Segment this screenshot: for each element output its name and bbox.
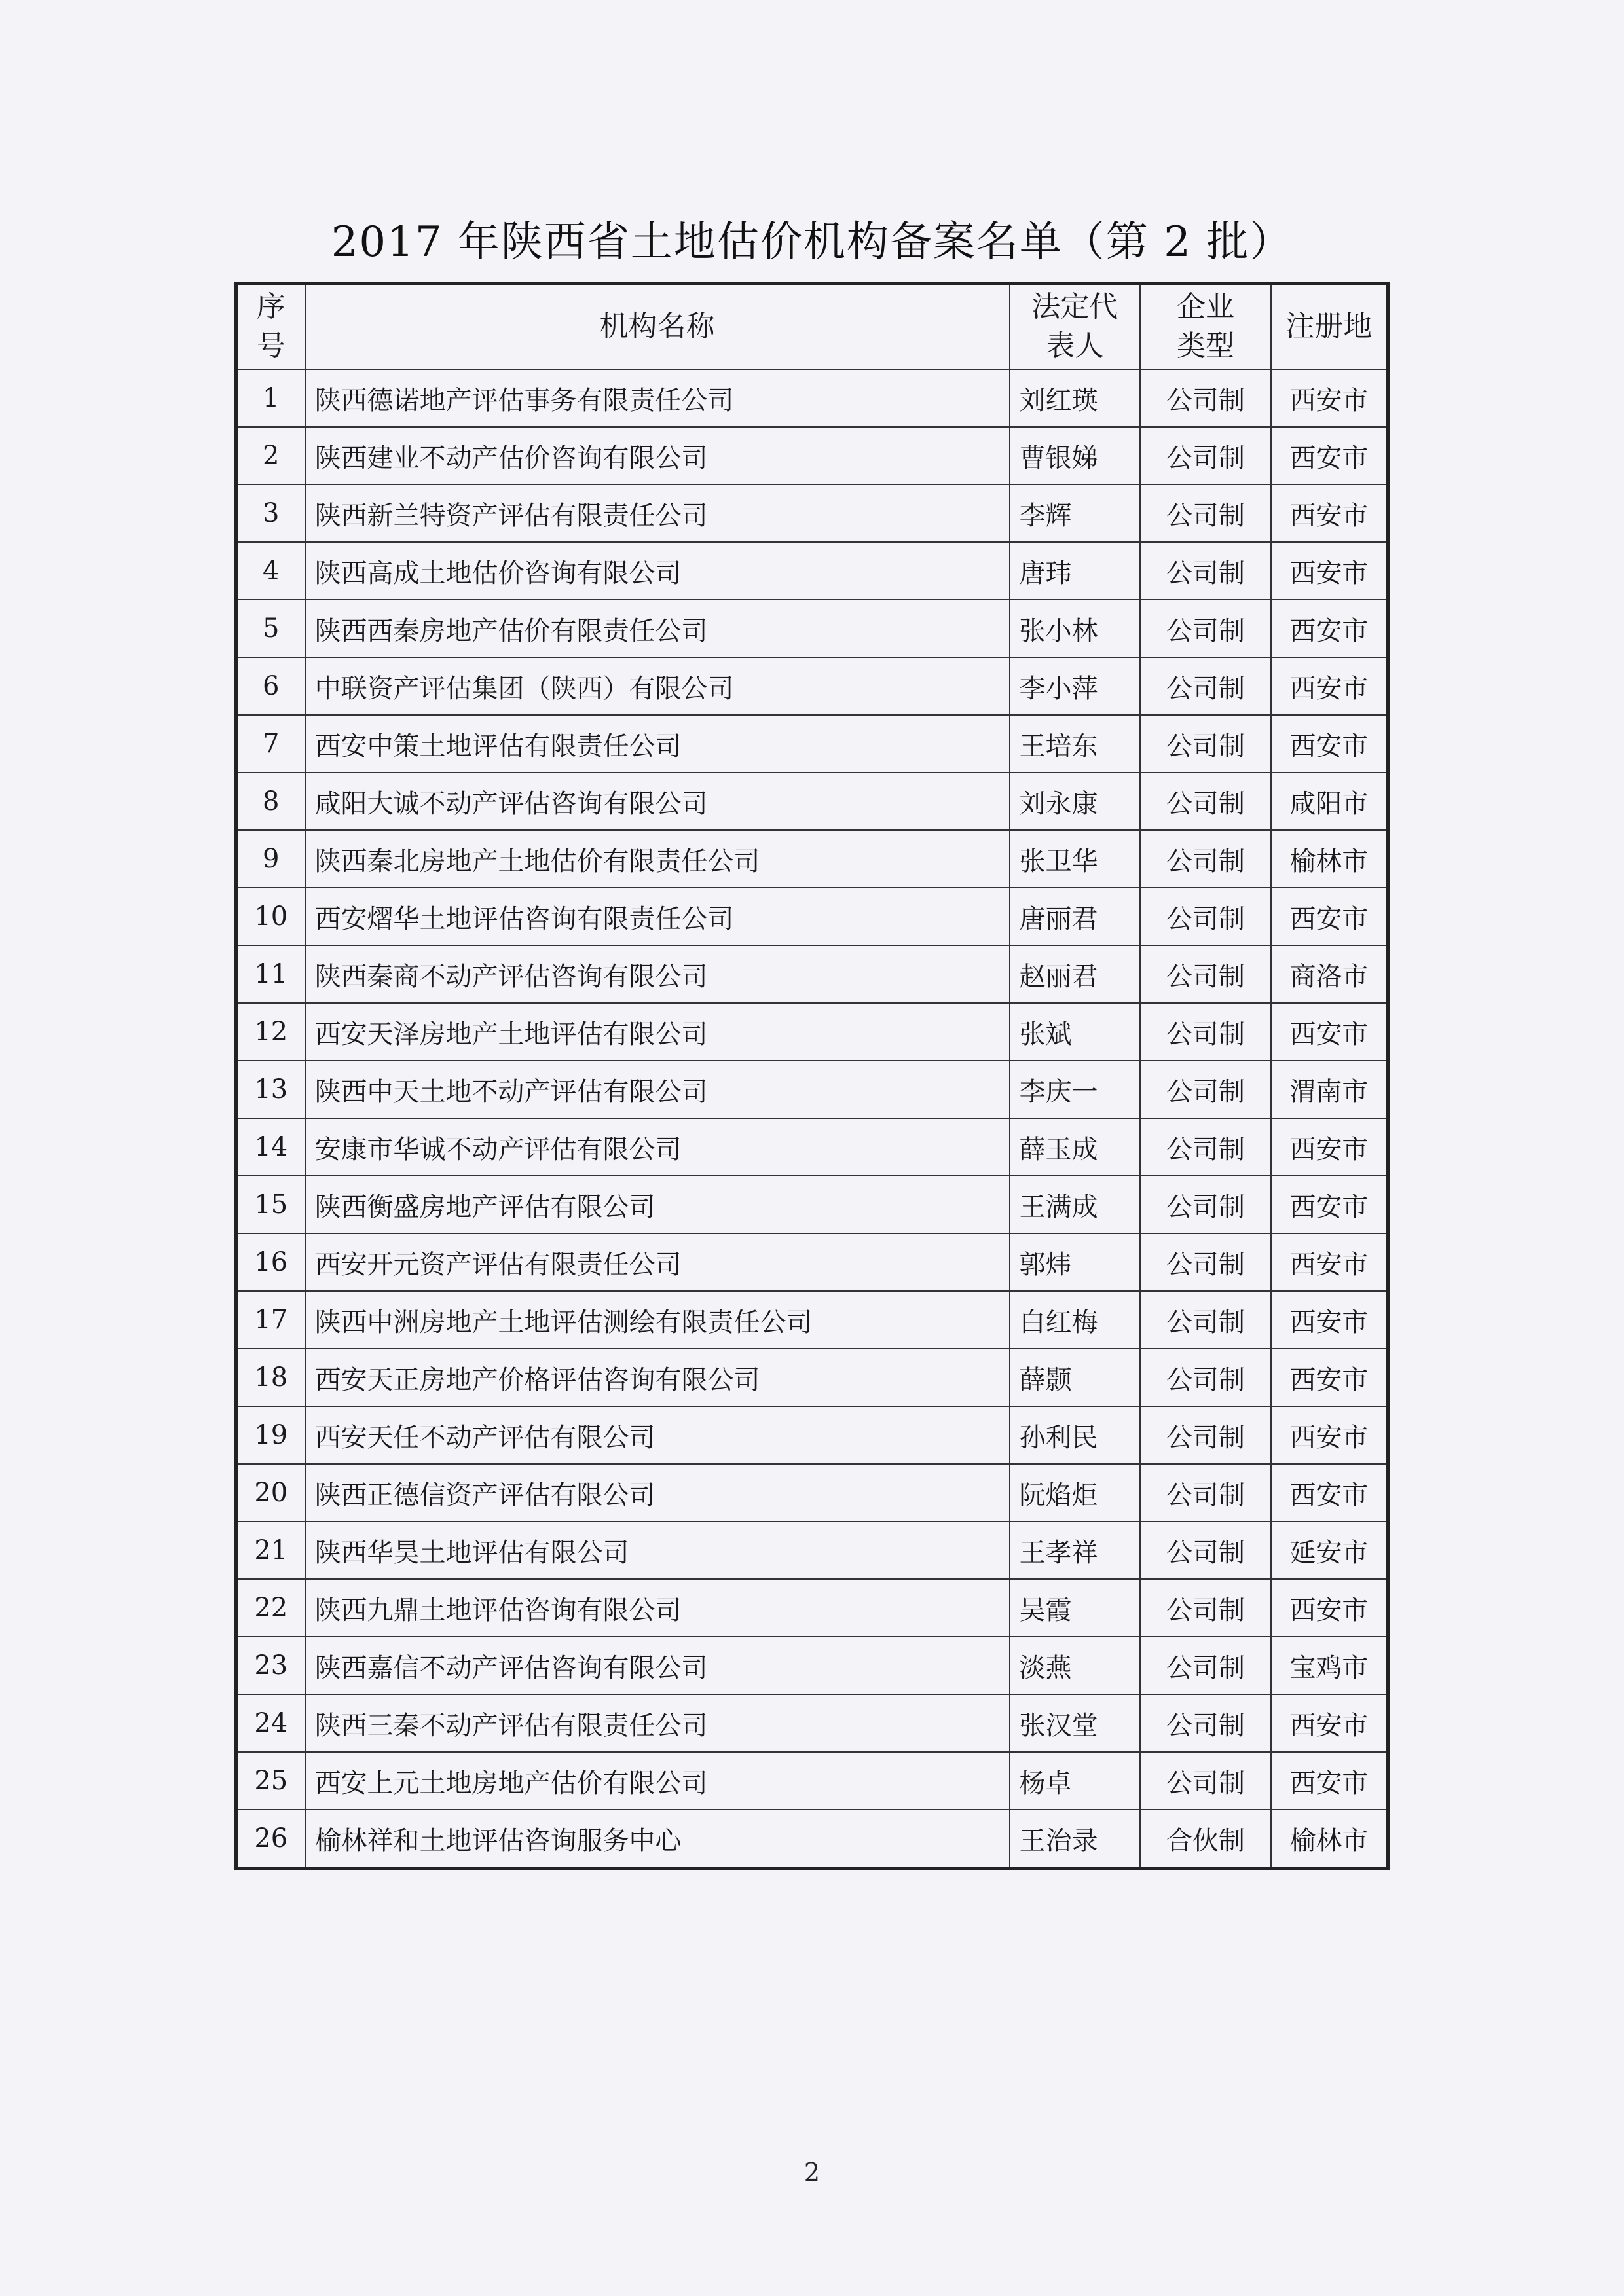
registration-place-cell: 西安市	[1271, 1694, 1388, 1752]
enterprise-type-cell: 公司制	[1140, 542, 1271, 600]
representative-cell: 刘红瑛	[1010, 369, 1141, 427]
enterprise-type-cell: 公司制	[1140, 1752, 1271, 1810]
registration-place-cell: 西安市	[1271, 484, 1388, 542]
table-row	[236, 1464, 1388, 1522]
institution-name-cell: 西安中策土地评估有限责任公司	[305, 715, 1010, 773]
enterprise-type-cell: 公司制	[1140, 1694, 1271, 1752]
representative-cell: 李辉	[1010, 484, 1141, 542]
seq-cell: 3	[236, 484, 305, 542]
registration-place-cell: 西安市	[1271, 1118, 1388, 1176]
institution-name-cell: 陕西西秦房地产估价有限责任公司	[305, 600, 1010, 657]
enterprise-type-cell: 公司制	[1140, 830, 1271, 888]
table-row	[236, 1349, 1388, 1406]
table-row	[236, 1291, 1388, 1349]
institution-name-cell: 陕西华昊土地评估有限公司	[305, 1522, 1010, 1579]
registration-place-cell: 西安市	[1271, 1291, 1388, 1349]
enterprise-type-cell: 公司制	[1140, 1522, 1271, 1579]
institution-name-cell: 陕西嘉信不动产评估咨询有限公司	[305, 1637, 1010, 1694]
seq-cell: 1	[236, 369, 305, 427]
registration-place-cell: 西安市	[1271, 657, 1388, 715]
enterprise-type-cell: 公司制	[1140, 945, 1271, 1003]
institution-name-cell: 陕西九鼎土地评估咨询有限公司	[305, 1579, 1010, 1637]
registration-place-cell: 榆林市	[1271, 1810, 1388, 1868]
seq-cell: 26	[236, 1810, 305, 1868]
institution-name-cell: 西安天正房地产价格评估咨询有限公司	[305, 1349, 1010, 1406]
representative-cell: 曹银娣	[1010, 427, 1141, 484]
table-row	[236, 600, 1388, 657]
registration-place-cell: 咸阳市	[1271, 773, 1388, 830]
registration-place-cell: 商洛市	[1271, 945, 1388, 1003]
table-row	[236, 1406, 1388, 1464]
seq-cell: 23	[236, 1637, 305, 1694]
registration-place-cell: 西安市	[1271, 1406, 1388, 1464]
header-type: 企业类型	[1140, 283, 1271, 370]
table-row	[236, 830, 1388, 888]
enterprise-type-cell: 公司制	[1140, 1233, 1271, 1291]
table-row	[236, 369, 1388, 427]
institution-name-cell: 陕西秦北房地产土地估价有限责任公司	[305, 830, 1010, 888]
registration-place-cell: 西安市	[1271, 1176, 1388, 1233]
representative-cell: 杨卓	[1010, 1752, 1141, 1810]
seq-cell: 10	[236, 888, 305, 945]
seq-cell: 18	[236, 1349, 305, 1406]
table-row	[236, 888, 1388, 945]
representative-cell: 唐玮	[1010, 542, 1141, 600]
registration-place-cell: 西安市	[1271, 888, 1388, 945]
table-row	[236, 427, 1388, 484]
seq-cell: 8	[236, 773, 305, 830]
seq-cell: 22	[236, 1579, 305, 1637]
seq-cell: 13	[236, 1061, 305, 1118]
institution-name-cell: 安康市华诚不动产评估有限公司	[305, 1118, 1010, 1176]
enterprise-type-cell: 公司制	[1140, 1003, 1271, 1061]
seq-cell: 7	[236, 715, 305, 773]
table-row	[236, 1003, 1388, 1061]
institution-name-cell: 陕西高成土地估价咨询有限公司	[305, 542, 1010, 600]
representative-cell: 郭炜	[1010, 1233, 1141, 1291]
registration-place-cell: 西安市	[1271, 715, 1388, 773]
institution-name-cell: 榆林祥和土地评估咨询服务中心	[305, 1810, 1010, 1868]
table-row	[236, 542, 1388, 600]
seq-cell: 12	[236, 1003, 305, 1061]
registration-place-cell: 西安市	[1271, 1464, 1388, 1522]
enterprise-type-cell: 公司制	[1140, 888, 1271, 945]
institution-name-cell: 西安熠华土地评估咨询有限责任公司	[305, 888, 1010, 945]
enterprise-type-cell: 公司制	[1140, 1061, 1271, 1118]
representative-cell: 张小林	[1010, 600, 1141, 657]
institution-name-cell: 陕西衡盛房地产评估有限公司	[305, 1176, 1010, 1233]
seq-cell: 14	[236, 1118, 305, 1176]
institution-name-cell: 陕西中洲房地产土地评估测绘有限责任公司	[305, 1291, 1010, 1349]
header-registration: 注册地	[1271, 283, 1388, 370]
institution-name-cell: 陕西三秦不动产评估有限责任公司	[305, 1694, 1010, 1752]
page-number: 2	[803, 2158, 821, 2187]
registration-place-cell: 西安市	[1271, 542, 1388, 600]
table-row	[236, 484, 1388, 542]
representative-cell: 阮焰炬	[1010, 1464, 1141, 1522]
enterprise-type-cell: 合伙制	[1140, 1810, 1271, 1868]
institution-name-cell: 陕西建业不动产估价咨询有限公司	[305, 427, 1010, 484]
registration-place-cell: 西安市	[1271, 1003, 1388, 1061]
table-row	[236, 945, 1388, 1003]
enterprise-type-cell: 公司制	[1140, 1406, 1271, 1464]
header-seq: 序号	[236, 283, 305, 370]
header-name: 机构名称	[305, 283, 1010, 370]
enterprise-type-cell: 公司制	[1140, 773, 1271, 830]
institution-name-cell: 陕西德诺地产评估事务有限责任公司	[305, 369, 1010, 427]
registration-place-cell: 榆林市	[1271, 830, 1388, 888]
table-row	[236, 1694, 1388, 1752]
representative-cell: 刘永康	[1010, 773, 1141, 830]
seq-cell: 15	[236, 1176, 305, 1233]
registration-place-cell: 西安市	[1271, 1233, 1388, 1291]
registration-place-cell: 西安市	[1271, 427, 1388, 484]
seq-cell: 9	[236, 830, 305, 888]
table-body	[236, 369, 1388, 1868]
seq-cell: 11	[236, 945, 305, 1003]
header-representative: 法定代表人	[1010, 283, 1141, 370]
table-row	[236, 1637, 1388, 1694]
institution-name-cell: 西安开元资产评估有限责任公司	[305, 1233, 1010, 1291]
enterprise-type-cell: 公司制	[1140, 600, 1271, 657]
institution-name-cell: 中联资产评估集团（陕西）有限公司	[305, 657, 1010, 715]
seq-cell: 16	[236, 1233, 305, 1291]
seq-cell: 17	[236, 1291, 305, 1349]
enterprise-type-cell: 公司制	[1140, 1349, 1271, 1406]
enterprise-type-cell: 公司制	[1140, 715, 1271, 773]
table-row	[236, 1810, 1388, 1868]
representative-cell: 孙利民	[1010, 1406, 1141, 1464]
representative-cell: 李庆一	[1010, 1061, 1141, 1118]
registration-place-cell: 延安市	[1271, 1522, 1388, 1579]
representative-cell: 李小萍	[1010, 657, 1141, 715]
seq-cell: 4	[236, 542, 305, 600]
registration-place-cell: 西安市	[1271, 600, 1388, 657]
registration-place-cell: 渭南市	[1271, 1061, 1388, 1118]
institution-name-cell: 陕西秦商不动产评估咨询有限公司	[305, 945, 1010, 1003]
table-row	[236, 1579, 1388, 1637]
institution-name-cell: 陕西中天土地不动产评估有限公司	[305, 1061, 1010, 1118]
representative-cell: 王治录	[1010, 1810, 1141, 1868]
seq-cell: 20	[236, 1464, 305, 1522]
registration-place-cell: 西安市	[1271, 1752, 1388, 1810]
registration-place-cell: 宝鸡市	[1271, 1637, 1388, 1694]
page-title: 2017 年陕西省土地估价机构备案名单（第 2 批）	[331, 218, 1293, 266]
seq-cell: 19	[236, 1406, 305, 1464]
representative-cell: 白红梅	[1010, 1291, 1141, 1349]
table-row	[236, 715, 1388, 773]
table-row	[236, 1752, 1388, 1810]
seq-cell: 6	[236, 657, 305, 715]
table-row	[236, 1522, 1388, 1579]
representative-cell: 赵丽君	[1010, 945, 1141, 1003]
table-row	[236, 1176, 1388, 1233]
representative-cell: 王培东	[1010, 715, 1141, 773]
table-row	[236, 1061, 1388, 1118]
seq-cell: 5	[236, 600, 305, 657]
table-row	[236, 1233, 1388, 1291]
enterprise-type-cell: 公司制	[1140, 1464, 1271, 1522]
representative-cell: 唐丽君	[1010, 888, 1141, 945]
representative-cell: 张卫华	[1010, 830, 1141, 888]
table-row	[236, 773, 1388, 830]
enterprise-type-cell: 公司制	[1140, 657, 1271, 715]
table-header	[236, 283, 1388, 370]
enterprise-type-cell: 公司制	[1140, 1291, 1271, 1349]
enterprise-type-cell: 公司制	[1140, 484, 1271, 542]
table-row	[236, 1118, 1388, 1176]
institution-name-cell: 西安上元土地房地产估价有限公司	[305, 1752, 1010, 1810]
representative-cell: 薛玉成	[1010, 1118, 1141, 1176]
enterprise-type-cell: 公司制	[1140, 1637, 1271, 1694]
enterprise-type-cell: 公司制	[1140, 1118, 1271, 1176]
enterprise-type-cell: 公司制	[1140, 1579, 1271, 1637]
representative-cell: 薛颢	[1010, 1349, 1141, 1406]
representative-cell: 王满成	[1010, 1176, 1141, 1233]
seq-cell: 24	[236, 1694, 305, 1752]
representative-cell: 王孝祥	[1010, 1522, 1141, 1579]
institution-name-cell: 陕西正德信资产评估有限公司	[305, 1464, 1010, 1522]
institution-roster-table	[234, 282, 1390, 1870]
enterprise-type-cell: 公司制	[1140, 1176, 1271, 1233]
institution-name-cell: 咸阳大诚不动产评估咨询有限公司	[305, 773, 1010, 830]
enterprise-type-cell: 公司制	[1140, 427, 1271, 484]
institution-name-cell: 西安天任不动产评估有限公司	[305, 1406, 1010, 1464]
representative-cell: 吴霞	[1010, 1579, 1141, 1637]
seq-cell: 2	[236, 427, 305, 484]
institution-name-cell: 陕西新兰特资产评估有限责任公司	[305, 484, 1010, 542]
institution-name-cell: 西安天泽房地产土地评估有限公司	[305, 1003, 1010, 1061]
header-row	[236, 283, 1388, 370]
representative-cell: 张斌	[1010, 1003, 1141, 1061]
representative-cell: 淡燕	[1010, 1637, 1141, 1694]
registration-place-cell: 西安市	[1271, 1579, 1388, 1637]
seq-cell: 21	[236, 1522, 305, 1579]
representative-cell: 张汉堂	[1010, 1694, 1141, 1752]
seq-cell: 25	[236, 1752, 305, 1810]
registration-place-cell: 西安市	[1271, 369, 1388, 427]
table-row	[236, 657, 1388, 715]
enterprise-type-cell: 公司制	[1140, 369, 1271, 427]
registration-place-cell: 西安市	[1271, 1349, 1388, 1406]
